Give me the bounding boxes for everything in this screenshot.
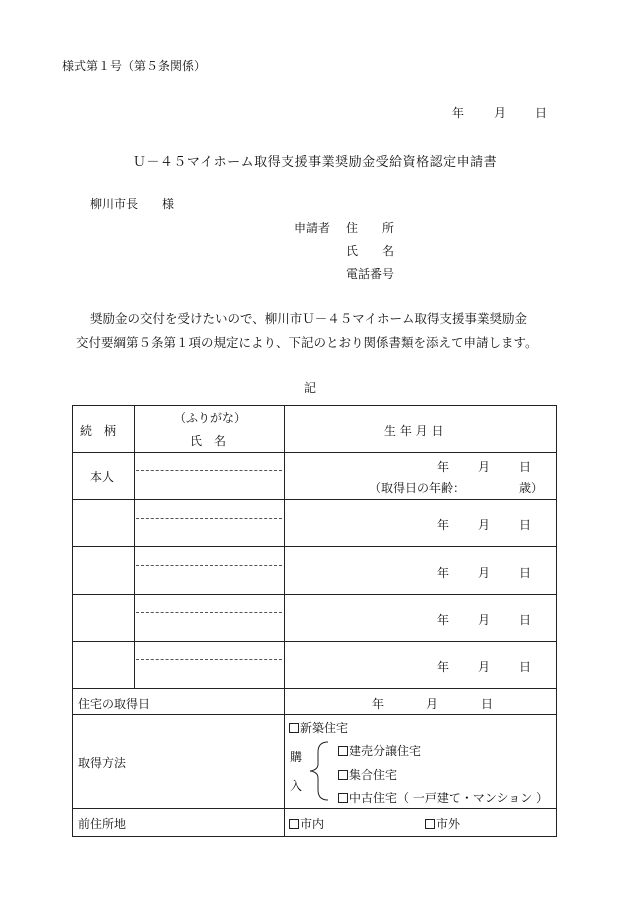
date-header-day: 日 [535, 106, 548, 120]
acquisition-year: 年 [372, 697, 385, 711]
purchase-label-2: 入 [290, 779, 303, 793]
row3-day: 日 [519, 566, 532, 580]
method-option-built-for-sale[interactable]: 建売分譲住宅 [338, 742, 421, 759]
checkbox-icon[interactable] [289, 819, 299, 829]
applicant-name-label: 氏 名 [346, 244, 395, 258]
row4-year: 年 [437, 613, 450, 627]
checkbox-icon[interactable] [425, 819, 435, 829]
col-header-relation: 続 柄 [80, 424, 117, 438]
method-option-apartment[interactable]: 集合住宅 [338, 766, 397, 783]
checkbox-icon[interactable] [289, 723, 299, 733]
acquisition-date-label: 住宅の取得日 [78, 697, 151, 711]
row3-year: 年 [437, 566, 450, 580]
acquisition-day: 日 [481, 697, 494, 711]
checkbox-icon[interactable] [338, 793, 348, 803]
checkbox-icon[interactable] [338, 770, 348, 780]
applicant-label: 申請者 [294, 221, 331, 235]
applicant-phone-label: 電話番号 [346, 267, 395, 281]
applicant-address-label: 住 所 [346, 221, 395, 235]
body-line-1: 奨励金の交付を受けたいので、柳川市Ｕ－４５マイホーム取得支援事業奨励金 [90, 311, 528, 326]
row5-day: 日 [519, 660, 532, 674]
document-title: Ｕ－４５マイホーム取得支援事業奨励金受給資格認定申請書 [132, 155, 498, 170]
col-header-name: 氏 名 [190, 434, 227, 448]
acquisition-month: 月 [426, 697, 439, 711]
col-header-birthdate: 生 年 月 日 [384, 424, 444, 438]
checkbox-icon[interactable] [338, 746, 348, 756]
row5-month: 月 [478, 660, 491, 674]
row1-age-note: （取得日の年齢： 歳） [369, 481, 544, 495]
body-line-2: 交付要綱第５条第１項の規定により、下記のとおり関係書類を添えて申請します。 [76, 335, 538, 350]
row2-year: 年 [437, 518, 450, 532]
addressee: 柳川市長 様 [90, 197, 175, 211]
purchase-label-1: 購 [290, 750, 303, 764]
row4-month: 月 [478, 613, 491, 627]
method-label: 取得方法 [78, 756, 127, 770]
row5-year: 年 [437, 660, 450, 674]
previous-address-label: 前住所地 [78, 817, 127, 831]
row-self-relation: 本人 [90, 470, 115, 484]
previous-address-outside-city[interactable]: 市外 [425, 815, 460, 832]
row3-month: 月 [478, 566, 491, 580]
col-header-furigana: （ふりがな） [174, 411, 247, 425]
date-header-month: 月 [494, 106, 507, 120]
brace-icon [306, 740, 332, 802]
row1-day: 日 [519, 460, 532, 474]
method-new-option[interactable]: 新築住宅 [289, 719, 348, 736]
row4-day: 日 [519, 613, 532, 627]
method-option-used-house[interactable]: 中古住宅（ 一戸建て・マンション ） [338, 789, 548, 806]
form-number: 様式第１号（第５条関係） [62, 59, 207, 73]
ki-label: 記 [304, 381, 317, 395]
row2-month: 月 [478, 518, 491, 532]
date-header-year: 年 [452, 106, 465, 120]
row1-year: 年 [437, 460, 450, 474]
row1-month: 月 [478, 460, 491, 474]
previous-address-inside-city[interactable]: 市内 [289, 815, 324, 832]
row2-day: 日 [519, 518, 532, 532]
